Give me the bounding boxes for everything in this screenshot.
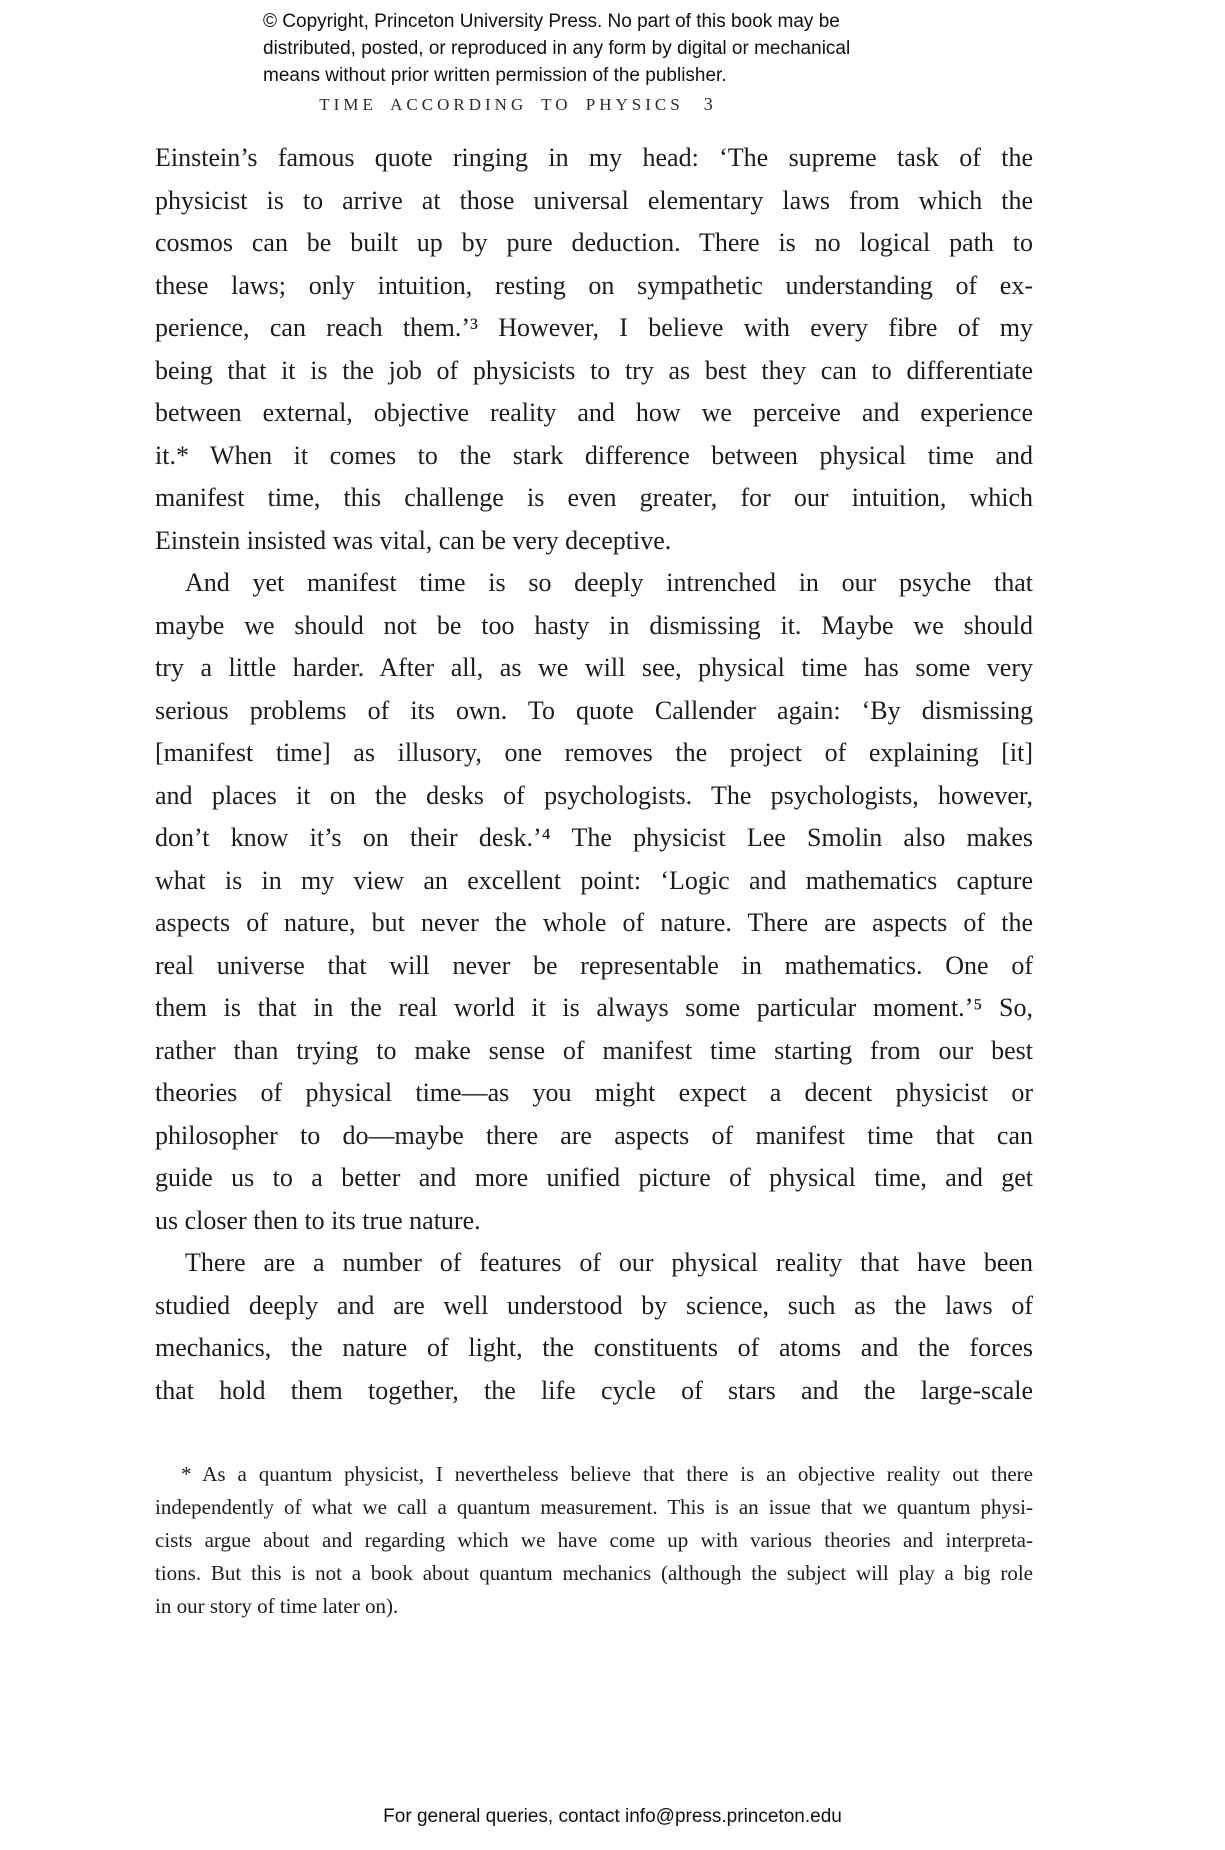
text-line: aspects of nature, but never the whole of nature. There are aspects of the (155, 908, 1033, 937)
text-line: guide us to a better and more unified picture of physical time, and get (155, 1163, 1033, 1192)
page-number: 3 (703, 94, 713, 114)
text-line: manifest time, this challenge is even greater, for our intuition, which (155, 483, 1033, 512)
text-line: serious problems of its own. To quote Callender again: ‘By dismissing (155, 695, 1033, 725)
text-line: mechanics, the nature of light, the constituents of atoms and the forces (155, 1333, 1033, 1362)
text-line: these laws; only intuition, resting on sympathetic understanding of ex- (155, 270, 1034, 300)
text-line: don’t know it’s on their desk.’⁴ The physicist Lee Smolin also makes (155, 823, 1033, 852)
text-line: * As a quantum physicist, I nevertheless believe that there is an objective reality out there (181, 1462, 1033, 1486)
text-line: real universe that will never be representable in mathematics. One of (155, 950, 1033, 980)
body-text (155, 137, 1033, 1412)
text-line: There are a number of features of our physical reality that have been (185, 1248, 1033, 1277)
text-line: theories of physical time—as you might expect a decent physicist or (155, 1078, 1034, 1107)
text-line: it.* When it comes to the stark difference between physical time and (155, 440, 1033, 470)
text-line: independently of what we call a quantum measurement. This is an issue that we quantum physi- (155, 1495, 1033, 1519)
text-line: studied deeply and are well understood by science, such as the laws of (155, 1290, 1033, 1320)
text-line: us closer then to its true nature. (155, 1205, 481, 1235)
text-line: cosmos can be built up by pure deduction. There is no logical path to (155, 228, 1033, 257)
text-line: physicist is to arrive at those universal elementary laws from which the (155, 185, 1033, 215)
text-line: perience, can reach them.’³ However, I believe with every fibre of my (155, 313, 1033, 342)
text-line: means without prior written permission of the publisher. (263, 65, 727, 86)
text-line: © Copyright, Princeton University Press. No part of this book may be (263, 11, 840, 32)
copyright-notice (263, 8, 1023, 89)
text-line: in our story of time later on). (155, 1594, 399, 1618)
text-line: what is in my view an excellent point: ‘Logic and mathematics capture (155, 865, 1033, 895)
footer-query-line (0, 1806, 1225, 1828)
text-line: Einstein’s famous quote ringing in my head: ‘The supreme task of the (155, 143, 1033, 172)
chapter-title: TIME ACCORDING TO PHYSICS (319, 95, 684, 114)
paragraph (263, 8, 1023, 89)
text-line: rather than trying to make sense of manifest time starting from our best (155, 1035, 1034, 1065)
paragraph (155, 562, 1033, 1242)
text-line: and places it on the desks of psychologists. The psychologists, however, (155, 780, 1033, 810)
paragraph (155, 1242, 1033, 1412)
footer-text: For general queries, contact info@press.princeton.edu (383, 1806, 842, 1827)
text-line: [manifest time] as illusory, one removes the project of explaining [it] (155, 738, 1033, 767)
text-line: that hold them together, the life cycle of stars and the large-scale (155, 1375, 1033, 1405)
text-line: cists argue about and regarding which we have come up with various theories and interpreta- (155, 1528, 1033, 1552)
text-line: philosopher to do—maybe there are aspects of manifest time that can (155, 1120, 1033, 1150)
running-header (0, 94, 1032, 115)
text-line: between external, objective reality and how we perceive and experience (155, 398, 1034, 427)
text-line: distributed, posted, or reproduced in any form by digital or mechanical (263, 38, 851, 59)
text-line: And yet manifest time is so deeply intrenched in our psyche that (185, 568, 1033, 597)
text-line: try a little harder. After all, as we will see, physical time has some very (155, 653, 1033, 682)
text-line: being that it is the job of physicists to try as best they can to differentiate (155, 355, 1033, 385)
text-line: Einstein insisted was vital, can be very deceptive. (155, 525, 672, 555)
paragraph (155, 1458, 1033, 1623)
paragraph (155, 137, 1033, 562)
text-line: tions. But this is not a book about quantum mechanics (although the subject will play a big role (155, 1561, 1033, 1585)
text-line: maybe we should not be too hasty in dismissing it. Maybe we should (155, 610, 1034, 640)
text-line: them is that in the real world it is always some particular moment.’⁵ So, (155, 993, 1033, 1022)
footnote (155, 1458, 1033, 1623)
